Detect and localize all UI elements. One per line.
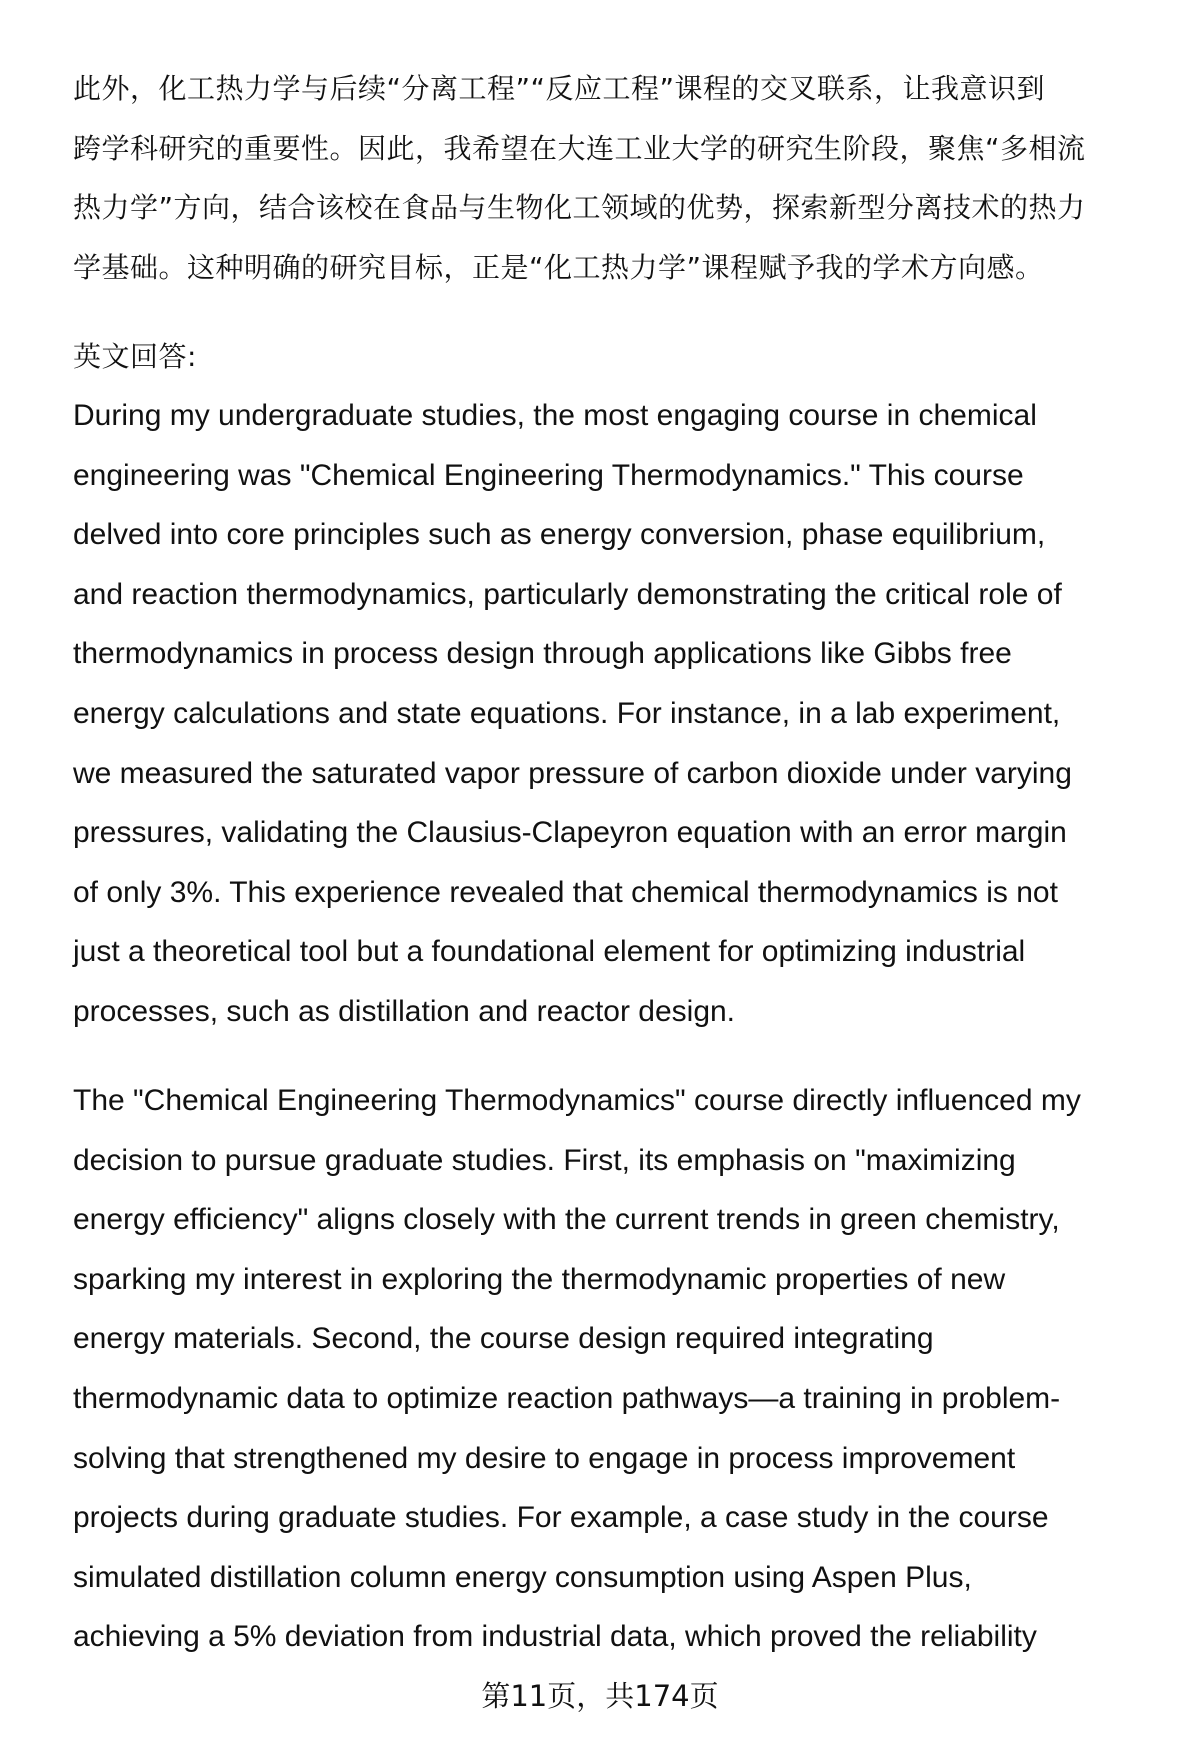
chinese-paragraph-line: 学基础。这种明确的研究目标，正是“化工热力学”课程赋予我的学术方向感。 bbox=[73, 250, 1044, 284]
english-paragraph-2-line: simulated distillation column energy consumption using Aspen Plus, bbox=[73, 1560, 972, 1594]
english-paragraph-1-line: just a theoretical tool but a foundational element for optimizing industrial bbox=[73, 935, 1026, 969]
english-paragraph-1-line: delved into core principles such as energy conversion, phase equilibrium, bbox=[73, 518, 1046, 552]
english-paragraph-2-line: achieving a 5% deviation from industrial data, which proved the reliability bbox=[73, 1620, 1037, 1654]
english-paragraph-2-line: energy materials. Second, the course design required integrating bbox=[73, 1322, 934, 1356]
english-paragraph-1-line: engineering was "Chemical Engineering Thermodynamics." This course bbox=[73, 458, 1024, 492]
page-number: 第11页，共174页 bbox=[481, 1679, 719, 1713]
english-paragraph-1-line: pressures, validating the Clausius-Clapeyron equation with an error margin bbox=[73, 816, 1067, 850]
chinese-paragraph-line: 此外，化工热力学与后续“分离工程”“反应工程”课程的交叉联系，让我意识到 bbox=[73, 72, 1046, 105]
english-answer-heading: 英文回答: bbox=[73, 340, 197, 373]
english-paragraph-2-line: thermodynamic data to optimize reaction pathways—a training in problem- bbox=[73, 1382, 1061, 1415]
english-paragraph-2-line: sparking my interest in exploring the thermodynamic properties of new bbox=[73, 1262, 1006, 1296]
chinese-paragraph-line: 热力学”方向，结合该校在食品与生物化工领域的优势，探索新型分离技术的热力 bbox=[73, 191, 1086, 225]
english-paragraph-2-line: The "Chemical Engineering Thermodynamics" course directly influenced my bbox=[73, 1084, 1081, 1117]
chinese-paragraph-line: 跨学科研究的重要性。因此，我希望在大连工业大学的研究生阶段，聚焦“多相流 bbox=[73, 131, 1086, 165]
english-paragraph-1-line: thermodynamics in process design through applications like Gibbs free bbox=[73, 637, 1012, 671]
english-paragraph-1-line: of only 3%. This experience revealed that chemical thermodynamics is not bbox=[73, 875, 1058, 909]
english-paragraph-1-line: processes, such as distillation and reactor design. bbox=[73, 995, 736, 1028]
english-paragraph-2-line: solving that strengthened my desire to engage in process improvement bbox=[73, 1441, 1016, 1475]
english-paragraph-2-line: decision to pursue graduate studies. First, its emphasis on "maximizing bbox=[73, 1143, 1016, 1177]
english-paragraph-1-line: we measured the saturated vapor pressure of carbon dioxide under varying bbox=[73, 756, 1072, 790]
english-paragraph-1-line: During my undergraduate studies, the most engaging course in chemical bbox=[73, 399, 1037, 432]
english-paragraph-2-line: energy efficiency" aligns closely with the current trends in green chemistry, bbox=[73, 1203, 1060, 1237]
english-paragraph-1-line: and reaction thermodynamics, particularly demonstrating the critical role of bbox=[73, 577, 1062, 611]
english-paragraph-1-line: energy calculations and state equations. For instance, in a lab experiment, bbox=[73, 697, 1061, 730]
english-paragraph-2-line: projects during graduate studies. For example, a case study in the course bbox=[73, 1501, 1049, 1535]
